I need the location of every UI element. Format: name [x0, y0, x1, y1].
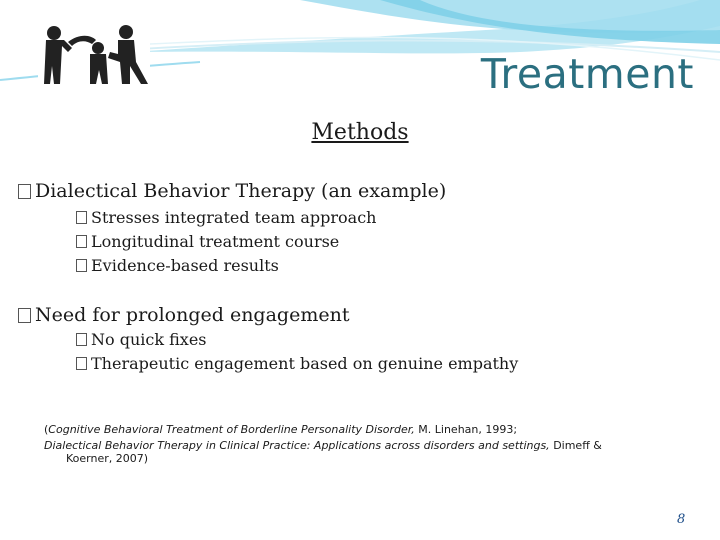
bullet-box-icon [76, 333, 87, 346]
page-number: 8 [677, 512, 686, 527]
family-figures-logo [38, 22, 150, 86]
citation-author-2-cont: Koerner, 2007) [66, 452, 149, 465]
subitem: Longitudinal treatment course [76, 232, 339, 251]
subitem: Therapeutic engagement based on genuine empathy [76, 354, 518, 373]
bullet-label: Dialectical Behavior Therapy (an example) [35, 180, 447, 202]
bullet-box-icon [76, 259, 87, 272]
subitem: No quick fixes [76, 330, 207, 349]
bullet-box-icon [76, 211, 87, 224]
bullet-label: Need for prolonged engagement [35, 304, 350, 326]
slide-title: Treatment [480, 50, 694, 98]
subitem: Evidence-based results [76, 256, 279, 275]
citation-title-1: Cognitive Behavioral Treatment of Borderline Personality Disorder, [48, 423, 415, 436]
citation: (Cognitive Behavioral Treatment of Borderline Personality Disorder, M. Linehan, 1993; Dialectical Behavior Therapy in Clinical Practice: Applications across disorders and settings, Dimeff & Koerner, 2007) [44, 422, 684, 467]
bullet-dbt [18, 180, 446, 202]
bullet-box-icon [18, 308, 31, 323]
bullet-engagement [18, 304, 349, 326]
bullet-box-icon [76, 235, 87, 248]
citation-title-2: Dialectical Behavior Therapy in Clinical Practice: Applications across disorders and settings, [44, 439, 550, 452]
subitem: Stresses integrated team approach [76, 208, 376, 227]
citation-author-1: M. Linehan, 1993; [418, 423, 518, 436]
bullet-box-icon [76, 357, 87, 370]
citation-author-2: Dimeff & [553, 439, 602, 452]
slide-subtitle: Methods [311, 120, 409, 145]
bullet-box-icon [18, 184, 31, 199]
